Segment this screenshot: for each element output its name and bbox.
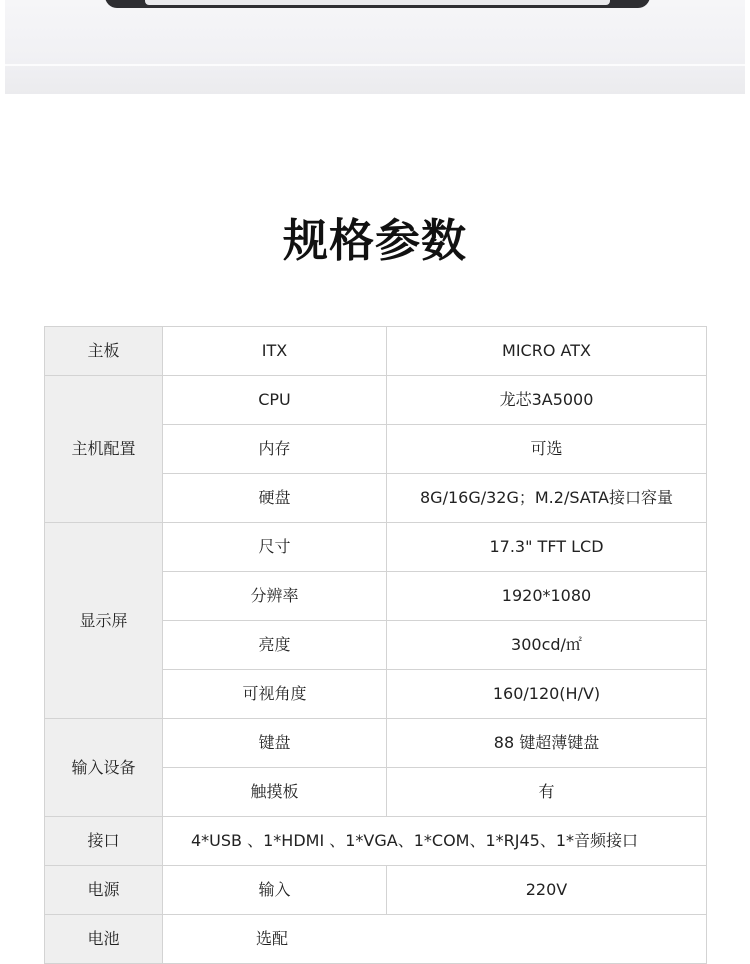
spec-table [44, 326, 707, 964]
spec-value: 4*USB 、1*HDMI 、1*VGA、1*COM、1*RJ45、1*音频接口 [163, 817, 707, 866]
spec-value: 有 [387, 768, 707, 817]
spec-value: 1920*1080 [387, 572, 707, 621]
spec-label: 尺寸 [163, 523, 387, 572]
spec-value: 可选 [387, 425, 707, 474]
category-cell: 电池 [45, 915, 163, 964]
spec-label: 硬盘 [163, 474, 387, 523]
spec-value: 160/120(H/V) [387, 670, 707, 719]
spec-label: 触摸板 [163, 768, 387, 817]
spec-label: 输入 [163, 866, 387, 915]
category-cell: 电源 [45, 866, 163, 915]
category-cell: 主机配置 [45, 376, 163, 523]
product-photo-strip [5, 0, 745, 94]
table-row [45, 817, 707, 866]
spec-label: 内存 [163, 425, 387, 474]
spec-label: 可视角度 [163, 670, 387, 719]
table-row [45, 523, 707, 572]
category-cell: 接口 [45, 817, 163, 866]
spec-value: 220V [387, 866, 707, 915]
category-cell: 输入设备 [45, 719, 163, 817]
category-cell: 主板 [45, 327, 163, 376]
spec-label: 亮度 [163, 621, 387, 670]
spec-value: 龙芯3A5000 [387, 376, 707, 425]
category-cell: 显示屏 [45, 523, 163, 719]
spec-cell: MICRO ATX [387, 327, 707, 376]
spec-value: 88 键超薄键盘 [387, 719, 707, 768]
spec-value: 17.3" TFT LCD [387, 523, 707, 572]
table-row [45, 915, 707, 964]
section-title: 规格参数 [282, 214, 467, 267]
device-bottom-inner [145, 0, 610, 5]
table-row [45, 327, 707, 376]
spec-value: 300cd/㎡ [387, 621, 707, 670]
spec-value: 选配 [163, 915, 707, 964]
table-row [45, 866, 707, 915]
spec-label: CPU [163, 376, 387, 425]
table-row [45, 376, 707, 425]
spec-label: 键盘 [163, 719, 387, 768]
photo-sheen [5, 64, 745, 66]
spec-value: 8G/16G/32G；M.2/SATA接口容量 [387, 474, 707, 523]
table-row [45, 719, 707, 768]
spec-cell: ITX [163, 327, 387, 376]
spec-label: 分辨率 [163, 572, 387, 621]
